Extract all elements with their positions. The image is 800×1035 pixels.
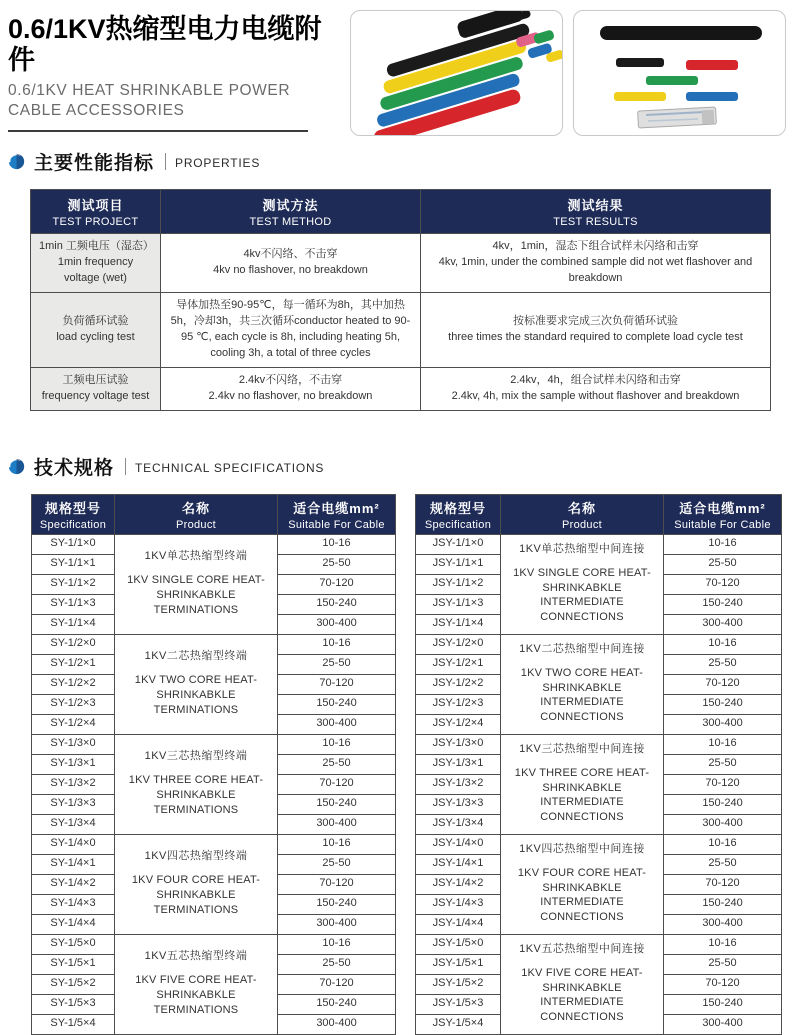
spec-range-cell: 10-16 xyxy=(664,834,782,854)
spec-model-cell: SY-1/4×3 xyxy=(32,894,115,914)
spec-model-cell: JSY-1/4×2 xyxy=(416,874,501,894)
spec-tables-container xyxy=(31,494,800,1035)
spec-range-cell: 300-400 xyxy=(664,914,782,934)
spec-product-cell xyxy=(115,634,278,734)
spec-range-cell: 300-400 xyxy=(278,914,396,934)
product-name-cn: 1KV二芯热缩型终端 xyxy=(144,650,248,663)
spec-range-cell: 10-16 xyxy=(278,634,396,654)
spec-product-cell xyxy=(115,534,278,634)
spec-range-cell: 300-400 xyxy=(664,1014,782,1034)
spec-model-cell: SY-1/3×4 xyxy=(32,814,115,834)
header-en: Product xyxy=(561,518,602,531)
spec-table-connections xyxy=(415,494,782,1035)
product-name-cn: 1KV三芯热缩型终端 xyxy=(144,750,248,763)
section-bullet-icon xyxy=(8,153,25,170)
cell-en: three times the standard required to complete load cycle test xyxy=(448,330,743,343)
section-bullet-icon xyxy=(8,458,25,475)
spec-range-cell: 150-240 xyxy=(278,694,396,714)
spec-range-cell: 10-16 xyxy=(278,534,396,554)
spec-row xyxy=(416,734,782,754)
cell-cn: 4kv不闪络、不击穿 xyxy=(243,247,338,260)
test-project-cell xyxy=(31,292,161,367)
spec-model-cell: JSY-1/2×4 xyxy=(416,714,501,734)
spec-model-cell: JSY-1/4×3 xyxy=(416,894,501,914)
section-title-en: TECHNICAL SPECIFICATIONS xyxy=(135,460,325,475)
cell-cn: 导体加热至90-95℃，每一循环为8h，其中加热5h，冷却3h，共三次循环 xyxy=(170,298,405,327)
page-subtitle-line1: 0.6/1KV HEAT SHRINKABLE POWER xyxy=(8,82,291,100)
test-result-cell xyxy=(421,367,771,410)
cell-en: 4kv no flashover, no breakdown xyxy=(213,263,368,276)
spec-model-cell: JSY-1/2×3 xyxy=(416,694,501,714)
cell-en: 2.4kv, 4h, mix the sample without flashover and breakdown xyxy=(451,389,740,402)
cell-cn: 4kv，1min，湿态下组合试样未闪络和击穿 xyxy=(492,240,699,252)
spec-model-cell: JSY-1/5×3 xyxy=(416,994,501,1014)
spec-model-cell: JSY-1/1×2 xyxy=(416,574,501,594)
spec-range-cell: 150-240 xyxy=(664,794,782,814)
product-name-cn: 1KV五芯热缩型中间连接 xyxy=(519,943,645,955)
spec-range-cell: 70-120 xyxy=(664,874,782,894)
spec-row xyxy=(416,834,782,854)
section-title-divider xyxy=(125,458,126,475)
spec-range-cell: 70-120 xyxy=(278,574,396,594)
spec-product-cell xyxy=(115,934,278,1034)
section-title-cn: 技术规格 xyxy=(34,457,115,479)
spec-range-cell: 10-16 xyxy=(664,534,782,554)
spec-model-cell: SY-1/2×3 xyxy=(32,694,115,714)
properties-row xyxy=(31,292,771,367)
section-title-divider xyxy=(165,153,166,170)
page-subtitle-line2: CABLE ACCESSORIES xyxy=(8,102,185,120)
spec-range-cell: 25-50 xyxy=(664,854,782,874)
foil-pack-image xyxy=(638,107,717,128)
spec-range-cell: 70-120 xyxy=(278,774,396,794)
spec-row xyxy=(416,534,782,554)
spec-model-cell: JSY-1/4×4 xyxy=(416,914,501,934)
properties-table xyxy=(30,189,771,411)
product-name-cn: 1KV四芯热缩型中间连接 xyxy=(519,843,645,855)
header-en: TEST PROJECT xyxy=(52,216,139,228)
spec-range-cell: 10-16 xyxy=(664,734,782,754)
page-subtitle xyxy=(8,81,340,121)
product-name-en: 1KV SINGLE CORE HEAT-SHRINKABKLE INTERMEDIATE CONNECTIONS xyxy=(513,566,651,624)
spec-range-cell: 150-240 xyxy=(664,694,782,714)
spec-row xyxy=(32,534,396,554)
spec-model-cell: SY-1/3×1 xyxy=(32,754,115,774)
properties-header-method xyxy=(161,190,421,234)
header-en: Product xyxy=(175,518,216,531)
header-cn: 名称 xyxy=(181,500,210,516)
spec-model-cell: JSY-1/2×0 xyxy=(416,634,501,654)
header-cn: 测试方法 xyxy=(262,198,319,213)
spec-row xyxy=(32,634,396,654)
spec-product-cell xyxy=(115,834,278,934)
spec-range-cell: 25-50 xyxy=(278,854,396,874)
test-result-cell xyxy=(421,292,771,367)
spec-model-cell: SY-1/2×0 xyxy=(32,634,115,654)
product-name-en: 1KV TWO CORE HEAT-SHRINKABKLE TERMINATIONS xyxy=(134,674,258,716)
spec-range-cell: 10-16 xyxy=(664,934,782,954)
termination-kit-image xyxy=(351,11,563,136)
spec-model-cell: SY-1/1×3 xyxy=(32,594,115,614)
test-project-cell xyxy=(31,234,161,293)
spec-range-cell: 25-50 xyxy=(664,754,782,774)
cell-cn: 2.4kv不闪络，不击穿 xyxy=(238,373,343,386)
spec-model-cell: JSY-1/1×3 xyxy=(416,594,501,614)
spec-header-row xyxy=(416,494,782,534)
spec-range-cell: 25-50 xyxy=(278,754,396,774)
spec-product-cell xyxy=(115,734,278,834)
cell-en: 4kv, 1min, under the combined sample did not wet flashover and breakdown xyxy=(438,255,753,284)
test-method-cell xyxy=(161,234,421,293)
spec-model-cell: SY-1/2×1 xyxy=(32,654,115,674)
properties-header-results xyxy=(421,190,771,234)
product-photo-terminations xyxy=(350,10,563,136)
header-en: TEST METHOD xyxy=(249,216,332,228)
spec-range-cell: 150-240 xyxy=(278,594,396,614)
spec-model-cell: SY-1/2×2 xyxy=(32,674,115,694)
spec-model-cell: JSY-1/1×1 xyxy=(416,554,501,574)
spec-model-cell: JSY-1/2×1 xyxy=(416,654,501,674)
spec-product-cell xyxy=(501,534,664,634)
spec-header-cell xyxy=(278,494,396,534)
spec-model-cell: SY-1/4×2 xyxy=(32,874,115,894)
spec-model-cell: JSY-1/3×2 xyxy=(416,774,501,794)
spec-model-cell: JSY-1/5×0 xyxy=(416,934,501,954)
title-block xyxy=(8,10,340,132)
spec-range-cell: 70-120 xyxy=(664,674,782,694)
spec-range-cell: 25-50 xyxy=(664,654,782,674)
spec-range-cell: 300-400 xyxy=(278,714,396,734)
spec-model-cell: SY-1/5×3 xyxy=(32,994,115,1014)
header-en: Suitable For Cable xyxy=(288,518,385,531)
product-name-cn: 1KV二芯热缩型中间连接 xyxy=(519,643,645,655)
spec-product-cell xyxy=(501,834,664,934)
spec-row xyxy=(32,734,396,754)
properties-header-row xyxy=(31,190,771,234)
cell-cn: 工频电压试验 xyxy=(62,373,129,386)
header-cn: 规格型号 xyxy=(429,500,486,516)
section-title-en: PROPERTIES xyxy=(175,156,261,170)
spec-model-cell: JSY-1/1×0 xyxy=(416,534,501,554)
section-heading-specifications xyxy=(8,453,800,480)
spec-range-cell: 10-16 xyxy=(278,834,396,854)
spec-product-cell xyxy=(501,934,664,1034)
product-name-en: 1KV FOUR CORE HEAT-SHRINKABKLE INTERMEDIATE CONNECTIONS xyxy=(517,866,647,924)
spec-model-cell: SY-1/3×0 xyxy=(32,734,115,754)
spec-row xyxy=(416,634,782,654)
cell-cn: 按标准要求完成三次负荷循环试验 xyxy=(513,314,678,327)
spec-range-cell: 70-120 xyxy=(664,974,782,994)
spec-product-cell xyxy=(501,734,664,834)
spec-range-cell: 70-120 xyxy=(278,974,396,994)
header-en: TEST RESULTS xyxy=(553,216,638,228)
spec-range-cell: 300-400 xyxy=(664,714,782,734)
connection-kit-image xyxy=(574,11,786,136)
properties-row xyxy=(31,234,771,293)
properties-header-project xyxy=(31,190,161,234)
spec-model-cell: JSY-1/3×1 xyxy=(416,754,501,774)
spec-model-cell: SY-1/5×0 xyxy=(32,934,115,954)
product-name-en: 1KV TWO CORE HEAT-SHRINKABKLE INTERMEDIATE CONNECTIONS xyxy=(520,666,644,724)
spec-model-cell: SY-1/4×4 xyxy=(32,914,115,934)
header-en: Suitable For Cable xyxy=(674,518,771,531)
spec-range-cell: 150-240 xyxy=(278,894,396,914)
header-en: Specification xyxy=(39,518,107,531)
spec-range-cell: 10-16 xyxy=(278,934,396,954)
cell-cn: 1min 工频电压（湿态） xyxy=(39,240,154,252)
cell-en: frequency voltage test xyxy=(41,389,150,402)
spec-range-cell: 70-120 xyxy=(664,774,782,794)
spec-model-cell: JSY-1/5×1 xyxy=(416,954,501,974)
spec-model-cell: SY-1/3×3 xyxy=(32,794,115,814)
spec-range-cell: 300-400 xyxy=(664,614,782,634)
spec-model-cell: JSY-1/4×1 xyxy=(416,854,501,874)
spec-range-cell: 300-400 xyxy=(278,814,396,834)
spec-model-cell: JSY-1/5×2 xyxy=(416,974,501,994)
spec-range-cell: 25-50 xyxy=(278,554,396,574)
spec-range-cell: 10-16 xyxy=(664,634,782,654)
spec-header-cell xyxy=(115,494,278,534)
header-cn: 适合电缆mm² xyxy=(293,500,380,516)
cell-en: conductor heated to 90-95 ℃, each cycle is 8h, including heating 5h, cooling 3h, a total of three cycles xyxy=(180,314,411,359)
spec-range-cell: 300-400 xyxy=(278,614,396,634)
spec-model-cell: JSY-1/3×0 xyxy=(416,734,501,754)
product-name-cn: 1KV四芯热缩型终端 xyxy=(144,850,248,863)
spec-model-cell: JSY-1/1×4 xyxy=(416,614,501,634)
cell-en: load cycling test xyxy=(56,330,135,343)
spec-header-cell xyxy=(664,494,782,534)
cell-cn: 负荷循环试验 xyxy=(62,314,129,327)
spec-header-cell xyxy=(416,494,501,534)
spec-model-cell: SY-1/1×1 xyxy=(32,554,115,574)
test-project-cell xyxy=(31,367,161,410)
spec-model-cell: JSY-1/3×4 xyxy=(416,814,501,834)
cell-en: 2.4kv no flashover, no breakdown xyxy=(208,389,373,402)
spec-header-row xyxy=(32,494,396,534)
header-en: Specification xyxy=(424,518,492,531)
spec-model-cell: JSY-1/4×0 xyxy=(416,834,501,854)
cell-cn: 2.4kv，4h，组合试样未闪络和击穿 xyxy=(510,373,681,386)
spec-header-cell xyxy=(501,494,664,534)
page-title: 0.6/1KV热缩型电力电缆附件 xyxy=(8,14,322,76)
product-name-en: 1KV THREE CORE HEAT-SHRINKABKLE INTERMEDIATE CONNECTIONS xyxy=(514,766,650,824)
properties-row xyxy=(31,367,771,410)
spec-model-cell: SY-1/1×0 xyxy=(32,534,115,554)
spec-range-cell: 150-240 xyxy=(664,994,782,1014)
spec-range-cell: 25-50 xyxy=(278,954,396,974)
spec-range-cell: 70-120 xyxy=(664,574,782,594)
spec-header-cell xyxy=(32,494,115,534)
product-name-en: 1KV FIVE CORE HEAT-SHRINKABKLE TERMINATIONS xyxy=(135,974,257,1016)
spec-range-cell: 25-50 xyxy=(664,954,782,974)
product-name-en: 1KV FIVE CORE HEAT-SHRINKABKLE INTERMEDIATE CONNECTIONS xyxy=(521,966,643,1024)
section-title-cn: 主要性能指标 xyxy=(34,153,155,174)
spec-row xyxy=(32,834,396,854)
spec-model-cell: SY-1/5×4 xyxy=(32,1014,115,1034)
spec-model-cell: JSY-1/3×3 xyxy=(416,794,501,814)
spec-table-terminations xyxy=(31,494,396,1035)
product-name-cn: 1KV单芯热缩型终端 xyxy=(144,550,248,563)
spec-model-cell: SY-1/4×1 xyxy=(32,854,115,874)
spec-model-cell: SY-1/4×0 xyxy=(32,834,115,854)
page-header xyxy=(0,0,800,140)
spec-model-cell: SY-1/2×4 xyxy=(32,714,115,734)
spec-model-cell: SY-1/5×1 xyxy=(32,954,115,974)
spec-range-cell: 70-120 xyxy=(278,674,396,694)
spec-model-cell: SY-1/1×2 xyxy=(32,574,115,594)
title-underline xyxy=(8,130,308,132)
spec-product-cell xyxy=(501,634,664,734)
header-cn: 规格型号 xyxy=(44,500,101,516)
header-cn: 测试结果 xyxy=(567,198,624,213)
test-method-cell xyxy=(161,367,421,410)
product-name-cn: 1KV三芯热缩型中间连接 xyxy=(519,743,645,755)
header-cn: 测试项目 xyxy=(67,198,124,213)
test-method-cell xyxy=(161,292,421,367)
header-cn: 适合电缆mm² xyxy=(679,500,766,516)
spec-range-cell: 300-400 xyxy=(664,814,782,834)
spec-model-cell: JSY-1/5×4 xyxy=(416,1014,501,1034)
spec-model-cell: SY-1/1×4 xyxy=(32,614,115,634)
product-photo-connections xyxy=(573,10,786,136)
section-heading-properties xyxy=(8,148,800,175)
product-name-en: 1KV SINGLE CORE HEAT-SHRINKABKLE TERMINATIONS xyxy=(127,574,265,616)
spec-row xyxy=(416,934,782,954)
spec-range-cell: 150-240 xyxy=(278,994,396,1014)
spec-range-cell: 300-400 xyxy=(278,1014,396,1034)
spec-model-cell: SY-1/3×2 xyxy=(32,774,115,794)
spec-range-cell: 150-240 xyxy=(664,894,782,914)
spec-range-cell: 150-240 xyxy=(278,794,396,814)
spec-range-cell: 150-240 xyxy=(664,594,782,614)
test-result-cell xyxy=(421,234,771,293)
product-name-cn: 1KV单芯热缩型中间连接 xyxy=(519,543,645,555)
spec-model-cell: JSY-1/2×2 xyxy=(416,674,501,694)
product-name-en: 1KV FOUR CORE HEAT-SHRINKABKLE TERMINATIONS xyxy=(131,874,261,916)
header-cn: 名称 xyxy=(567,500,596,516)
spec-row xyxy=(32,934,396,954)
spec-range-cell: 10-16 xyxy=(278,734,396,754)
cell-en: 1min frequency voltage (wet) xyxy=(57,255,134,284)
spec-range-cell: 25-50 xyxy=(664,554,782,574)
product-name-cn: 1KV五芯热缩型终端 xyxy=(144,950,248,963)
product-name-en: 1KV THREE CORE HEAT-SHRINKABKLE TERMINATIONS xyxy=(128,774,264,816)
spec-model-cell: SY-1/5×2 xyxy=(32,974,115,994)
spec-range-cell: 70-120 xyxy=(278,874,396,894)
spec-range-cell: 25-50 xyxy=(278,654,396,674)
